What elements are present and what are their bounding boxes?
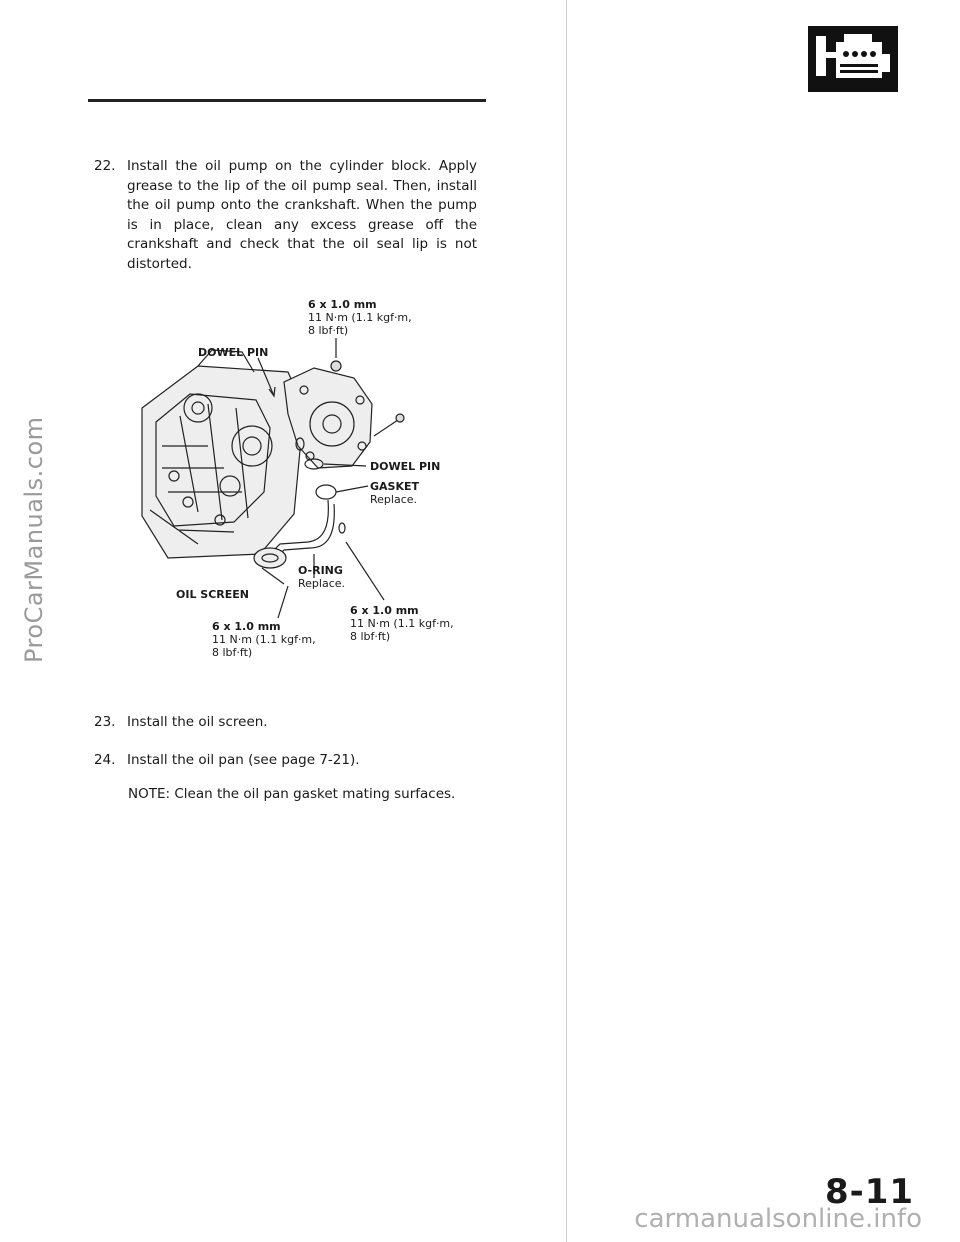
engine-chapter-icon — [808, 26, 898, 92]
bolt-torque-nm: 11 N·m (1.1 kgf·m, — [350, 617, 454, 630]
bolt-size: 6 x 1.0 mm — [308, 298, 377, 311]
page-gutter-line — [566, 0, 567, 1242]
step-number: 23. — [94, 714, 116, 730]
oil-pump-diagram — [138, 296, 468, 696]
bolt-size: 6 x 1.0 mm — [212, 620, 281, 633]
note-text: NOTE: Clean the oil pan gasket mating surfaces. — [128, 786, 456, 802]
bolt-spec-bottom-left — [212, 620, 316, 659]
watermark-bottom: carmanualsonline.info — [634, 1204, 922, 1234]
watermark-side: ProCarManuals.com — [20, 416, 48, 664]
bolt-spec-top — [308, 298, 412, 337]
step-23 — [94, 713, 494, 735]
step-24 — [94, 751, 494, 773]
bolt-torque-lbf: 8 lbf·ft) — [350, 630, 391, 643]
step-text: Install the oil screen. — [127, 714, 268, 730]
bolt-spec-bottom-right — [350, 604, 454, 643]
gasket-note: Replace. — [370, 493, 418, 506]
step-number: 22. — [94, 158, 116, 174]
bolt-torque-nm: 11 N·m (1.1 kgf·m, — [308, 311, 412, 324]
step-number: 24. — [94, 752, 116, 768]
dowel-pin-label-left: DOWEL PIN — [198, 346, 269, 359]
gasket-label-text: GASKET — [370, 480, 420, 493]
bolt-torque-lbf: 8 lbf·ft) — [308, 324, 349, 337]
o-ring-label-text: O-RING — [298, 564, 343, 577]
page-number: 8-11 — [825, 1172, 915, 1212]
step-text: Install the oil pan (see page 7-21). — [127, 752, 360, 768]
gasket-label — [370, 480, 419, 506]
oil-screen-label: OIL SCREEN — [176, 588, 249, 601]
bolt-size: 6 x 1.0 mm — [350, 604, 419, 617]
step-22 — [94, 157, 494, 277]
dowel-pin-label-right: DOWEL PIN — [370, 460, 441, 473]
engine-icon — [808, 26, 898, 92]
section-rule — [88, 99, 486, 102]
bolt-torque-lbf: 8 lbf·ft) — [212, 646, 253, 659]
o-ring-note: Replace. — [298, 577, 346, 590]
bolt-torque-nm: 11 N·m (1.1 kgf·m, — [212, 633, 316, 646]
step-text: Install the oil pump on the cylinder block. Apply grease to the lip of the oil pump seal. Then, install the oil pump onto the crankshaft. When the pump is in place, clean any excess grease off the crankshaft and check that the oil seal lip is not distorted. — [127, 158, 477, 272]
o-ring-label — [298, 564, 345, 590]
